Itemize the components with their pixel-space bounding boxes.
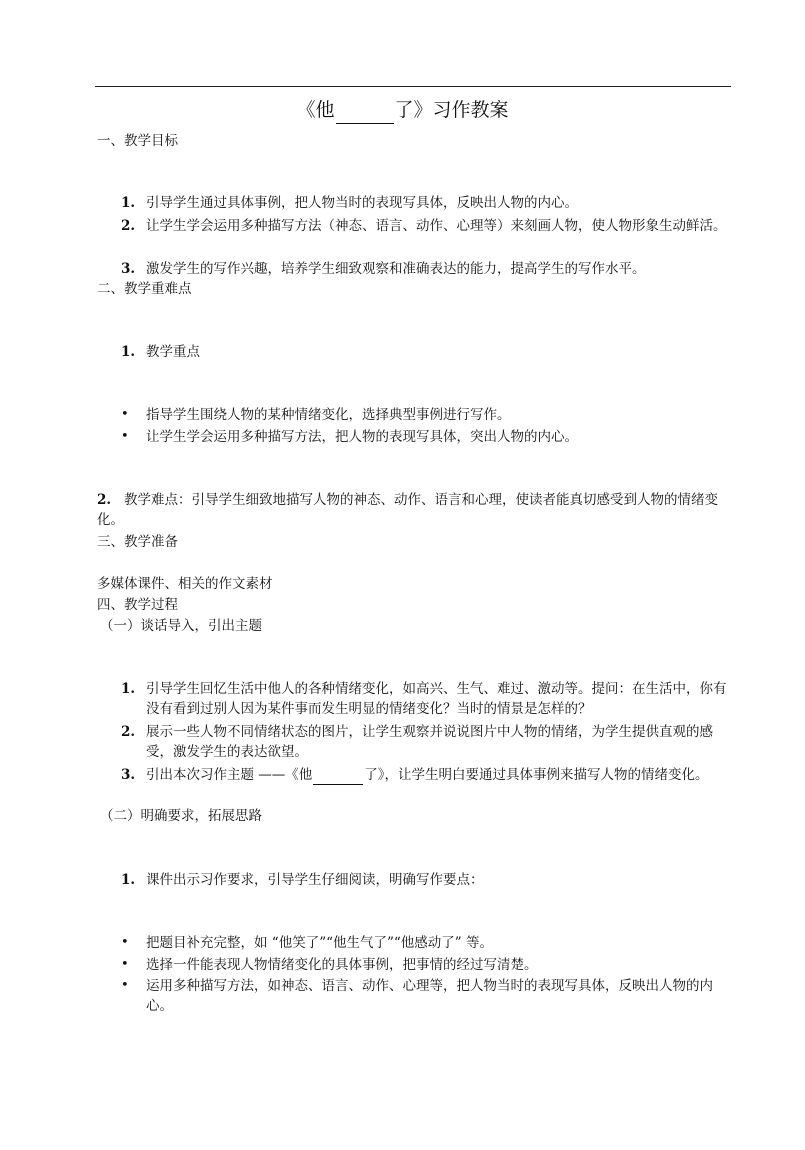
difficulty-paragraph: 2. 教学难点：引导学生细致地描写人物的神态、动作、语言和心理，使读者能真切感受到人物的情绪变化。 [97, 492, 718, 528]
bullet-dot-icon: • [121, 957, 129, 972]
bullet-dot-icon: • [121, 407, 129, 422]
list-item: 1. 引导学生回忆生活中他人的各种情绪变化，如高兴、生气、难过、激动等。提问：在生活中，你有没有看到过别人因为某件事而发生明显的情绪变化？当时的情景是怎样的？ [121, 681, 727, 717]
item-number: 1. [121, 195, 136, 211]
item-number: 3. [121, 261, 136, 277]
bullet-item: • 运用多种描写方法，如神态、语言、动作、心理等，把人物当时的表现写具体，反映出人物的内心。 [121, 978, 713, 1014]
bullet-dot-icon: • [121, 935, 129, 950]
list-item: 2. 让学生学会运用多种描写方法（神态、语言、动作、心理等）来刻画人物，使人物形象生动鲜活。 [121, 218, 727, 234]
item-number: 1. [121, 681, 136, 697]
list-item: 3. 激发学生的写作兴趣，培养学生细致观察和准确表达的能力，提高学生的写作水平。 [121, 261, 646, 277]
list-item: 1. 引导学生通过具体事例，把人物当时的表现写具体，反映出人物的内心。 [121, 195, 578, 211]
bullet-dot-icon: • [121, 978, 129, 993]
title-blank [336, 101, 394, 124]
section-heading-prep: 三、教学准备 [97, 534, 178, 550]
section-heading-goals: 一、教学目标 [97, 133, 178, 149]
subsection-heading-requirements: （二）明确要求，拓展思路 [100, 808, 262, 824]
item-number: 2. [121, 218, 136, 234]
title-suffix: 了》习作教案 [394, 99, 509, 121]
item-number: 3. [121, 767, 136, 783]
list-item: 1. 课件出示习作要求，引导学生仔细阅读，明确写作要点： [121, 872, 484, 888]
item-number: 2. [97, 492, 112, 508]
item-number: 1. [121, 344, 136, 360]
bullet-item: • 选择一件能表现人物情绪变化的具体事例，把事情的经过写清楚。 [121, 957, 538, 973]
prep-content: 多媒体课件、相关的作文素材 [97, 576, 273, 592]
bullet-dot-icon: • [121, 429, 129, 444]
section-heading-process: 四、教学过程 [97, 597, 178, 613]
subsection-heading-intro: （一）谈话导入，引出主题 [100, 618, 262, 634]
list-item: 1. 教学重点 [121, 344, 200, 360]
header-rule [95, 86, 731, 87]
title-prefix: 《他 [296, 99, 335, 121]
bullet-item: • 指导学生围绕人物的某种情绪变化，选择典型事例进行写作。 [121, 407, 511, 423]
bullet-item: • 让学生学会运用多种描写方法，把人物的表现写具体，突出人物的内心。 [121, 429, 578, 445]
document-title [0, 96, 805, 124]
bullet-item: • 把题目补充完整，如 “他笑了”“他生气了”“他感动了” 等。 [121, 935, 493, 951]
topic-blank [313, 766, 363, 785]
item-number: 2. [121, 724, 136, 740]
list-item: 2. 展示一些人物不同情绪状态的图片，让学生观察并说说图片中人物的情绪，为学生提供直观的感受，激发学生的表达欲望。 [121, 724, 713, 760]
item-number: 1. [121, 872, 136, 888]
list-item: 3. 引出本次习作主题 ——《他 了》，让学生明白要通过具体事例来描写人物的情绪变化。 [121, 767, 709, 783]
section-heading-focus: 二、教学重难点 [97, 281, 192, 297]
